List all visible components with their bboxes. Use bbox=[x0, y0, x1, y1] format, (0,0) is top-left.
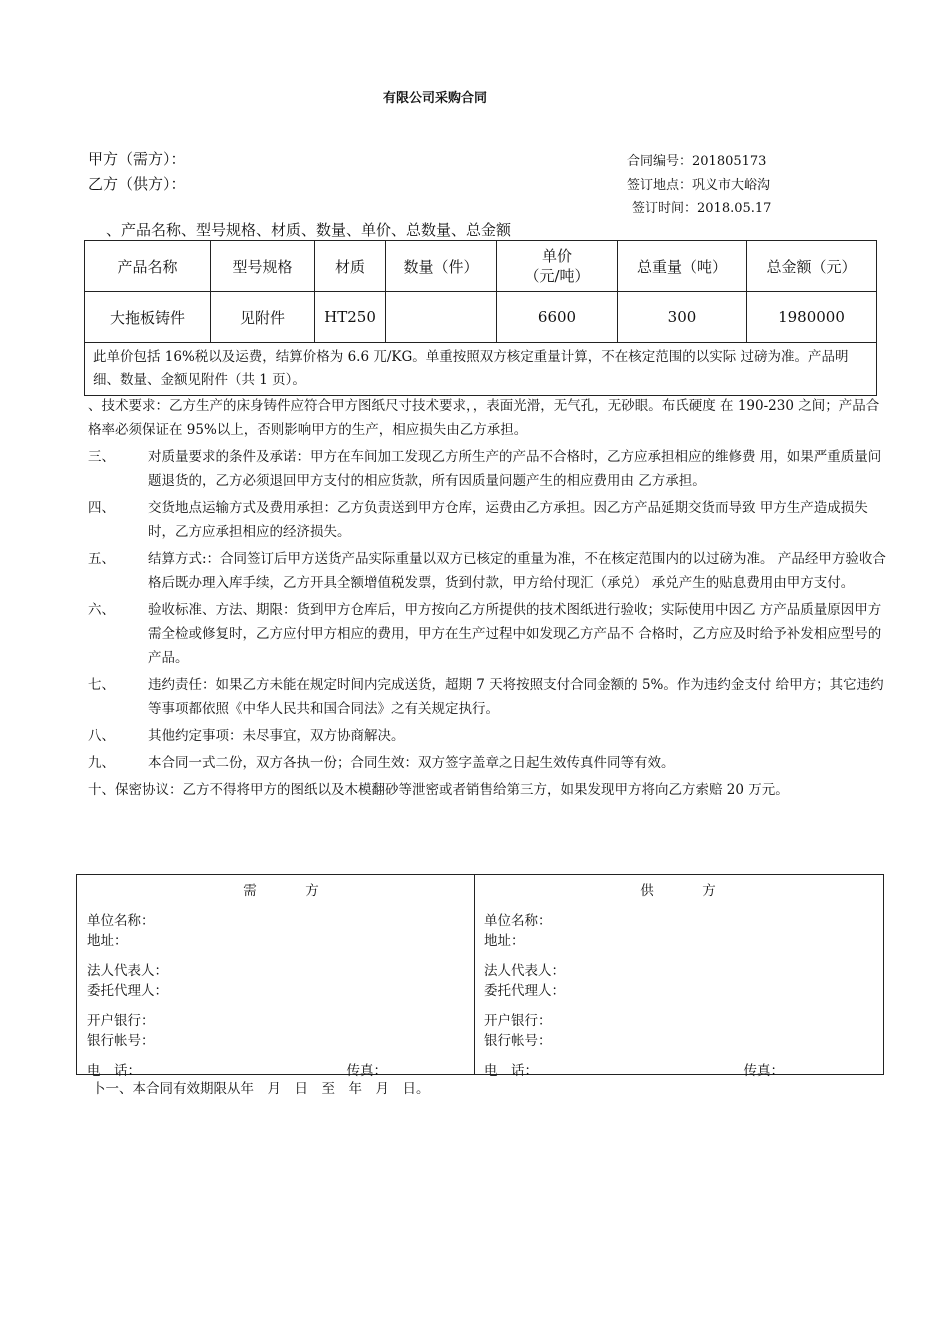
clause-text: 、技术要求：乙方生产的床身铸件应符合甲方图纸尺寸技术要求，，表面光滑，无气孔，无砂眼。布氏硬度 在 190-230 之间；产品合格率必须保证在 95%以上，否则影响甲方的生产，相应损失由乙方承担。 bbox=[88, 398, 880, 438]
validity-clause: 卜一、本合同有效期限从年 月 日 至 年 月 日。 bbox=[92, 1081, 430, 1097]
header-cell: 型号规格 bbox=[211, 241, 315, 292]
sign-place: 签订地点：巩义市大峪沟 bbox=[627, 178, 771, 193]
table-cell: 300 bbox=[618, 292, 747, 343]
agent-label: 委托代理人： bbox=[87, 983, 168, 999]
clause-item bbox=[88, 496, 888, 544]
clause-item bbox=[88, 673, 888, 721]
table-header-row bbox=[85, 241, 877, 292]
clause-text: 本合同一式二份，双方各执一份；合同生效：双方签字盖章之日起生效传真件同等有效。 bbox=[148, 755, 675, 771]
seller-column bbox=[484, 875, 874, 1081]
clause-text: 违约责任：如果乙方未能在规定时间内完成送货，超期 7 天将按照支付合同金额的 5%。作为违约金支付 给甲方；其它违约等事项都依照《中华人民共和国合同法》之有关规定执行。 bbox=[148, 677, 884, 717]
party-a-label: 甲方（需方）： bbox=[88, 150, 186, 168]
clause-number: 六、 bbox=[88, 602, 115, 618]
clause-number: 七、 bbox=[88, 677, 115, 693]
header-cell: 数量（件） bbox=[386, 241, 497, 292]
clause-text: 十、保密协议：乙方不得将甲方的图纸以及木模翻砂等泄密或者销售给第三方，如果发现甲方将向乙方索赔 20 万元。 bbox=[88, 782, 789, 798]
address-label: 地址： bbox=[484, 933, 525, 949]
fax-label: 传真： bbox=[743, 1063, 784, 1079]
table-cell: 见附件 bbox=[211, 292, 315, 343]
signature-table bbox=[76, 874, 884, 1079]
clause-number: 九、 bbox=[88, 755, 115, 771]
phone-label: 电 话： bbox=[87, 1063, 141, 1079]
clause-item bbox=[88, 547, 888, 595]
unit-name-label: 单位名称： bbox=[484, 913, 552, 929]
header-cell: 材质 bbox=[315, 241, 386, 292]
clause-item bbox=[88, 778, 888, 802]
clause-text: 其他约定事项：未尽事宜，双方协商解决。 bbox=[148, 728, 405, 744]
bank-label: 开户银行： bbox=[484, 1013, 552, 1029]
clause-item bbox=[88, 394, 888, 442]
fax-label: 传真： bbox=[346, 1063, 387, 1079]
clause-number: 四、 bbox=[88, 500, 115, 516]
contract-number: 合同编号：201805173 bbox=[627, 154, 767, 169]
table-cell: 6600 bbox=[497, 292, 618, 343]
address-label: 地址： bbox=[87, 933, 128, 949]
header-cell: 单价 （元/吨） bbox=[497, 241, 618, 292]
account-label: 银行帐号： bbox=[484, 1033, 552, 1049]
clause-item bbox=[88, 724, 888, 748]
clause-number: 三、 bbox=[88, 449, 115, 465]
clause-item bbox=[88, 598, 888, 670]
clause-text: 交货地点运输方式及费用承担：乙方负责送到甲方仓库，运费由乙方承担。因乙方产品延期交货而导致 甲方生产造成损失时，乙方应承担相应的经济损失。 bbox=[148, 500, 868, 540]
table-row bbox=[85, 292, 877, 343]
legal-rep-label: 法人代表人： bbox=[484, 963, 565, 979]
buyer-caption: 需 方 bbox=[243, 883, 321, 899]
table-note: 此单价包括 16%税以及运费，结算价格为 6.6 兀/KG。单重按照双方核定重量计算，不在核定范围的以实际 过磅为准。产品明细、数量、金额见附件（共 1 页）。 bbox=[85, 343, 877, 396]
section-heading: 、产品名称、型号规格、材质、数量、单价、总数量、总金额 bbox=[106, 221, 512, 239]
clause-number: 五、 bbox=[88, 551, 115, 567]
sign-date: 签订时间：2018.05.17 bbox=[632, 201, 772, 216]
header-cell: 总金额（元） bbox=[747, 241, 877, 292]
party-b-label: 乙方（供方）： bbox=[88, 175, 186, 193]
clause-text: 对质量要求的条件及承诺：甲方在车间加工发现乙方所生产的产品不合格时，乙方应承担相应的维修费 用，如果严重质量问题退货的，乙方必须退回甲方支付的相应货款，所有因质量问题产生的相应费用由 乙方承担。 bbox=[148, 449, 882, 489]
table-cell: 1980000 bbox=[747, 292, 877, 343]
buyer-column bbox=[87, 875, 477, 1081]
clause-item bbox=[88, 751, 888, 775]
account-label: 银行帐号： bbox=[87, 1033, 155, 1049]
clause-text: 结算方式:：合同签订后甲方送货产品实际重量以双方已核定的重量为准，不在核定范围内的以过磅为准。 产品经甲方验收合格后既办理入库手续，乙方开具全额增值税发票，货到付款，甲方给付现汇（承兑） 承兑产生的贴息费用由甲方支付。 bbox=[148, 551, 886, 591]
page-title: 有限公司采购合同 bbox=[382, 91, 487, 106]
clause-list bbox=[88, 394, 888, 805]
agent-label: 委托代理人： bbox=[484, 983, 565, 999]
clause-number: 八、 bbox=[88, 728, 115, 744]
table-cell bbox=[386, 292, 497, 343]
legal-rep-label: 法人代表人： bbox=[87, 963, 168, 979]
clause-text: 验收标准、方法、期限：货到甲方仓库后，甲方按向乙方所提供的技术图纸进行验收；实际使用中因乙 方产品质量原因甲方需全检或修复时，乙方应付甲方相应的费用，甲方在生产过程中如发现乙方产品不 合格时，乙方应及时给予补发相应型号的产品。 bbox=[148, 602, 882, 666]
seller-caption: 供 方 bbox=[640, 883, 718, 899]
bank-label: 开户银行： bbox=[87, 1013, 155, 1029]
table-cell: 大拖板铸件 bbox=[85, 292, 211, 343]
header-cell: 总重量（吨） bbox=[618, 241, 747, 292]
table-cell: HT250 bbox=[315, 292, 386, 343]
unit-name-label: 单位名称： bbox=[87, 913, 155, 929]
header-cell: 产品名称 bbox=[85, 241, 211, 292]
phone-label: 电 话： bbox=[484, 1063, 538, 1079]
clause-item bbox=[88, 445, 888, 493]
product-table bbox=[84, 240, 877, 396]
